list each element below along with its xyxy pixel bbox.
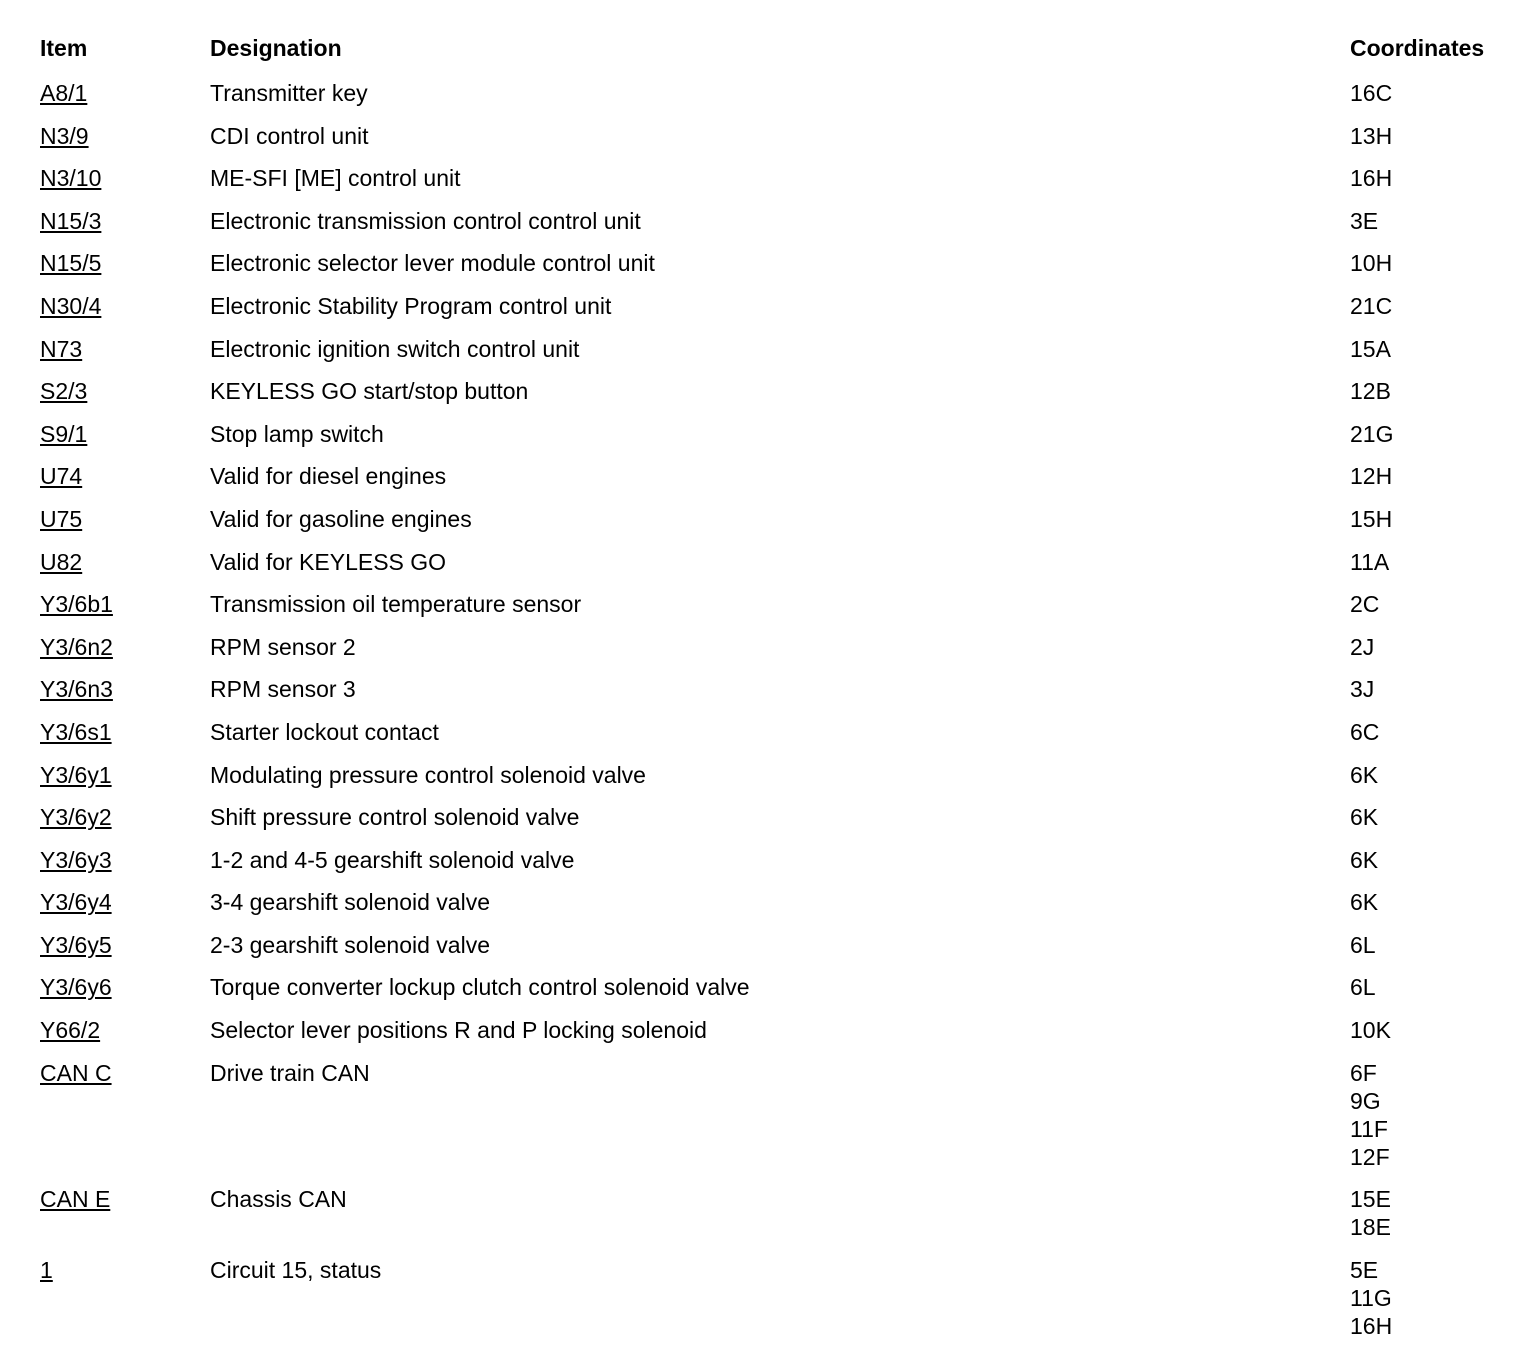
table-row [40, 583, 1520, 626]
item-cell [40, 888, 210, 916]
coordinate-value: 12B [1350, 378, 1391, 405]
coordinate-value: 15E [1350, 1186, 1391, 1213]
item-link[interactable]: 1 [40, 1256, 53, 1283]
item-cell [40, 420, 210, 448]
coordinate-value: 15H [1350, 505, 1393, 532]
coordinate-value: 6C [1350, 718, 1380, 745]
coordinate-value: 11G [1350, 1284, 1392, 1311]
designation-cell: Electronic selector lever module control unit [210, 250, 655, 277]
item-cell [40, 1059, 210, 1087]
item-link[interactable]: Y3/6y1 [40, 761, 112, 788]
coordinate-value: 5E [1350, 1256, 1379, 1283]
designation-cell: ME-SFI [ME] control unit [210, 165, 461, 192]
item-link[interactable]: A8/1 [40, 80, 88, 106]
coordinates-cell [1350, 1185, 1520, 1241]
coordinate-value: 9G [1350, 1087, 1381, 1114]
item-cell [40, 292, 210, 320]
item-link[interactable]: CAN E [40, 1186, 111, 1213]
designation-cell: Electronic ignition switch control unit [210, 335, 580, 362]
coordinates-cell [1350, 675, 1520, 703]
table-row [40, 72, 1520, 115]
table-row [40, 839, 1520, 882]
header-designation: Designation [210, 35, 342, 61]
item-cell [40, 548, 210, 576]
item-cell [40, 675, 210, 703]
coordinate-value: 3E [1350, 207, 1379, 234]
item-link[interactable]: U75 [40, 505, 83, 532]
item-cell [40, 973, 210, 1001]
coordinates-cell [1350, 292, 1520, 320]
item-cell [40, 803, 210, 831]
table-row [40, 413, 1520, 456]
item-cell [40, 931, 210, 959]
coordinates-cell [1350, 761, 1520, 789]
designation-cell: Valid for diesel engines [210, 463, 447, 490]
coordinates-cell [1350, 122, 1520, 150]
table-row [40, 242, 1520, 285]
table-row [40, 157, 1520, 200]
coordinate-value: 11F [1350, 1115, 1388, 1142]
item-link[interactable]: Y66/2 [40, 1017, 101, 1044]
coordinate-value: 2J [1350, 633, 1375, 660]
coordinate-value: 16H [1350, 165, 1393, 192]
item-link[interactable]: S2/3 [40, 378, 88, 405]
coordinates-cell [1350, 590, 1520, 618]
header-item: Item [40, 35, 88, 61]
coordinate-value: 21C [1350, 292, 1393, 319]
designation-cell: Modulating pressure control solenoid valve [210, 761, 646, 788]
coordinate-value: 13H [1350, 122, 1393, 149]
table-row [40, 498, 1520, 541]
designation-cell: Drive train CAN [210, 1059, 370, 1086]
coordinate-value: 3J [1350, 676, 1375, 703]
designation-cell: RPM sensor 2 [210, 633, 356, 660]
coordinate-value: 6L [1350, 931, 1376, 958]
item-cell [40, 377, 210, 405]
item-cell [40, 846, 210, 874]
coordinate-value: 6K [1350, 889, 1379, 916]
table-row [40, 796, 1520, 839]
item-cell [40, 335, 210, 363]
designation-cell: Valid for gasoline engines [210, 505, 472, 532]
coordinate-value: 2C [1350, 591, 1380, 618]
coordinates-cell [1350, 462, 1520, 490]
item-link[interactable]: N15/3 [40, 207, 102, 234]
coordinates-cell [1350, 803, 1520, 831]
item-cell [40, 122, 210, 150]
item-cell [40, 590, 210, 618]
designation-cell: 1-2 and 4-5 gearshift solenoid valve [210, 846, 575, 873]
coordinate-value: 12F [1350, 1143, 1390, 1170]
designation-cell: Selector lever positions R and P locking solenoid [210, 1017, 707, 1044]
item-link[interactable]: Y3/6n2 [40, 633, 113, 660]
item-cell [40, 718, 210, 746]
designation-cell: 2-3 gearshift solenoid valve [210, 931, 490, 958]
item-cell [40, 249, 210, 277]
item-link[interactable]: N3/10 [40, 165, 102, 192]
coordinate-value: 6F [1350, 1059, 1377, 1086]
designation-cell: Transmitter key [210, 80, 368, 106]
designation-cell: Torque converter lockup clutch control solenoid valve [210, 974, 750, 1001]
coordinate-value: 21G [1350, 420, 1394, 447]
coordinate-value: 6K [1350, 761, 1379, 788]
coordinates-cell [1350, 335, 1520, 363]
coordinate-value: 6K [1350, 846, 1379, 873]
designation-cell: Circuit 15, status [210, 1256, 382, 1283]
item-cell [40, 79, 210, 107]
coordinates-cell [1350, 505, 1520, 533]
item-cell [40, 462, 210, 490]
coordinates-cell [1350, 931, 1520, 959]
item-cell [40, 633, 210, 661]
designation-cell: KEYLESS GO start/stop button [210, 378, 529, 405]
table-row [40, 881, 1520, 924]
coordinates-cell [1350, 377, 1520, 405]
item-cell [40, 1256, 210, 1284]
item-link[interactable]: N3/9 [40, 122, 89, 149]
coordinates-cell [1350, 79, 1520, 107]
designation-cell: Valid for KEYLESS GO [210, 548, 447, 575]
coordinates-cell [1350, 973, 1520, 1001]
item-link[interactable]: Y3/6y2 [40, 804, 112, 831]
coordinates-cell [1350, 207, 1520, 235]
table-row [40, 711, 1520, 754]
item-cell [40, 1016, 210, 1044]
item-link[interactable]: U74 [40, 463, 83, 490]
item-link[interactable]: N15/5 [40, 250, 102, 277]
coordinate-value: 11A [1350, 548, 1390, 575]
designation-cell: Chassis CAN [210, 1186, 347, 1213]
designation-cell: 3-4 gearshift solenoid valve [210, 889, 490, 916]
item-link[interactable]: Y3/6n3 [40, 676, 113, 703]
designation-cell: Transmission oil temperature sensor [210, 591, 582, 618]
coordinates-cell [1350, 1059, 1520, 1171]
coordinates-cell [1350, 420, 1520, 448]
coordinate-value: 15A [1350, 335, 1391, 362]
table-row [40, 668, 1520, 711]
coordinate-value: 6K [1350, 804, 1379, 831]
designation-cell: Electronic Stability Program control unit [210, 292, 612, 319]
item-cell [40, 1185, 210, 1213]
table-row [40, 115, 1520, 158]
coordinates-cell [1350, 1016, 1520, 1044]
table-row [40, 1009, 1520, 1052]
coordinate-value: 16H [1350, 1312, 1393, 1339]
coordinates-cell [1350, 249, 1520, 277]
table-row [40, 200, 1520, 243]
designation-cell: RPM sensor 3 [210, 676, 356, 703]
item-link[interactable]: N30/4 [40, 292, 102, 319]
coordinate-value: 6L [1350, 974, 1376, 1001]
item-cell [40, 505, 210, 533]
designation-cell: Starter lockout contact [210, 718, 439, 745]
table-row [40, 328, 1520, 371]
item-link[interactable]: Y3/6y6 [40, 974, 112, 1001]
table-row [40, 1052, 1520, 1179]
item-link[interactable]: Y3/6b1 [40, 591, 113, 618]
coordinate-value: 12H [1350, 463, 1393, 490]
item-link[interactable]: N73 [40, 335, 83, 362]
table-row [40, 966, 1520, 1009]
table-row [40, 1178, 1520, 1249]
designation-cell: CDI control unit [210, 122, 369, 149]
item-link[interactable]: CAN C [40, 1059, 112, 1086]
item-link[interactable]: S9/1 [40, 420, 88, 447]
table-row [40, 541, 1520, 584]
coordinate-value: 16C [1350, 80, 1393, 106]
table-row [40, 285, 1520, 328]
item-link[interactable]: Y3/6y3 [40, 846, 112, 873]
designation-cell: Stop lamp switch [210, 420, 384, 447]
coordinates-cell [1350, 633, 1520, 661]
coordinates-cell [1350, 718, 1520, 746]
table-row [40, 924, 1520, 967]
table-row [40, 754, 1520, 797]
designation-cell: Electronic transmission control control unit [210, 207, 641, 234]
coordinate-value: 10K [1350, 1017, 1391, 1044]
coordinates-cell [1350, 1256, 1520, 1340]
coordinates-cell [1350, 846, 1520, 874]
table-header [40, 30, 1520, 72]
item-cell [40, 761, 210, 789]
coordinates-cell [1350, 164, 1520, 192]
item-link[interactable]: Y3/6y4 [40, 889, 112, 916]
header-coordinates: Coordinates [1350, 35, 1485, 61]
coordinate-value: 18E [1350, 1214, 1391, 1241]
coordinates-cell [1350, 888, 1520, 916]
item-cell [40, 164, 210, 192]
legend-table [40, 30, 1520, 1347]
designation-cell: Shift pressure control solenoid valve [210, 804, 580, 831]
coordinates-cell [1350, 548, 1520, 576]
table-row [40, 1249, 1520, 1348]
item-link[interactable]: Y3/6s1 [40, 718, 112, 745]
item-link[interactable]: U82 [40, 548, 83, 575]
table-body [40, 72, 1520, 1347]
table-row [40, 370, 1520, 413]
table-row [40, 626, 1520, 669]
table-row [40, 455, 1520, 498]
item-cell [40, 207, 210, 235]
item-link[interactable]: Y3/6y5 [40, 931, 112, 958]
coordinate-value: 10H [1350, 250, 1393, 277]
